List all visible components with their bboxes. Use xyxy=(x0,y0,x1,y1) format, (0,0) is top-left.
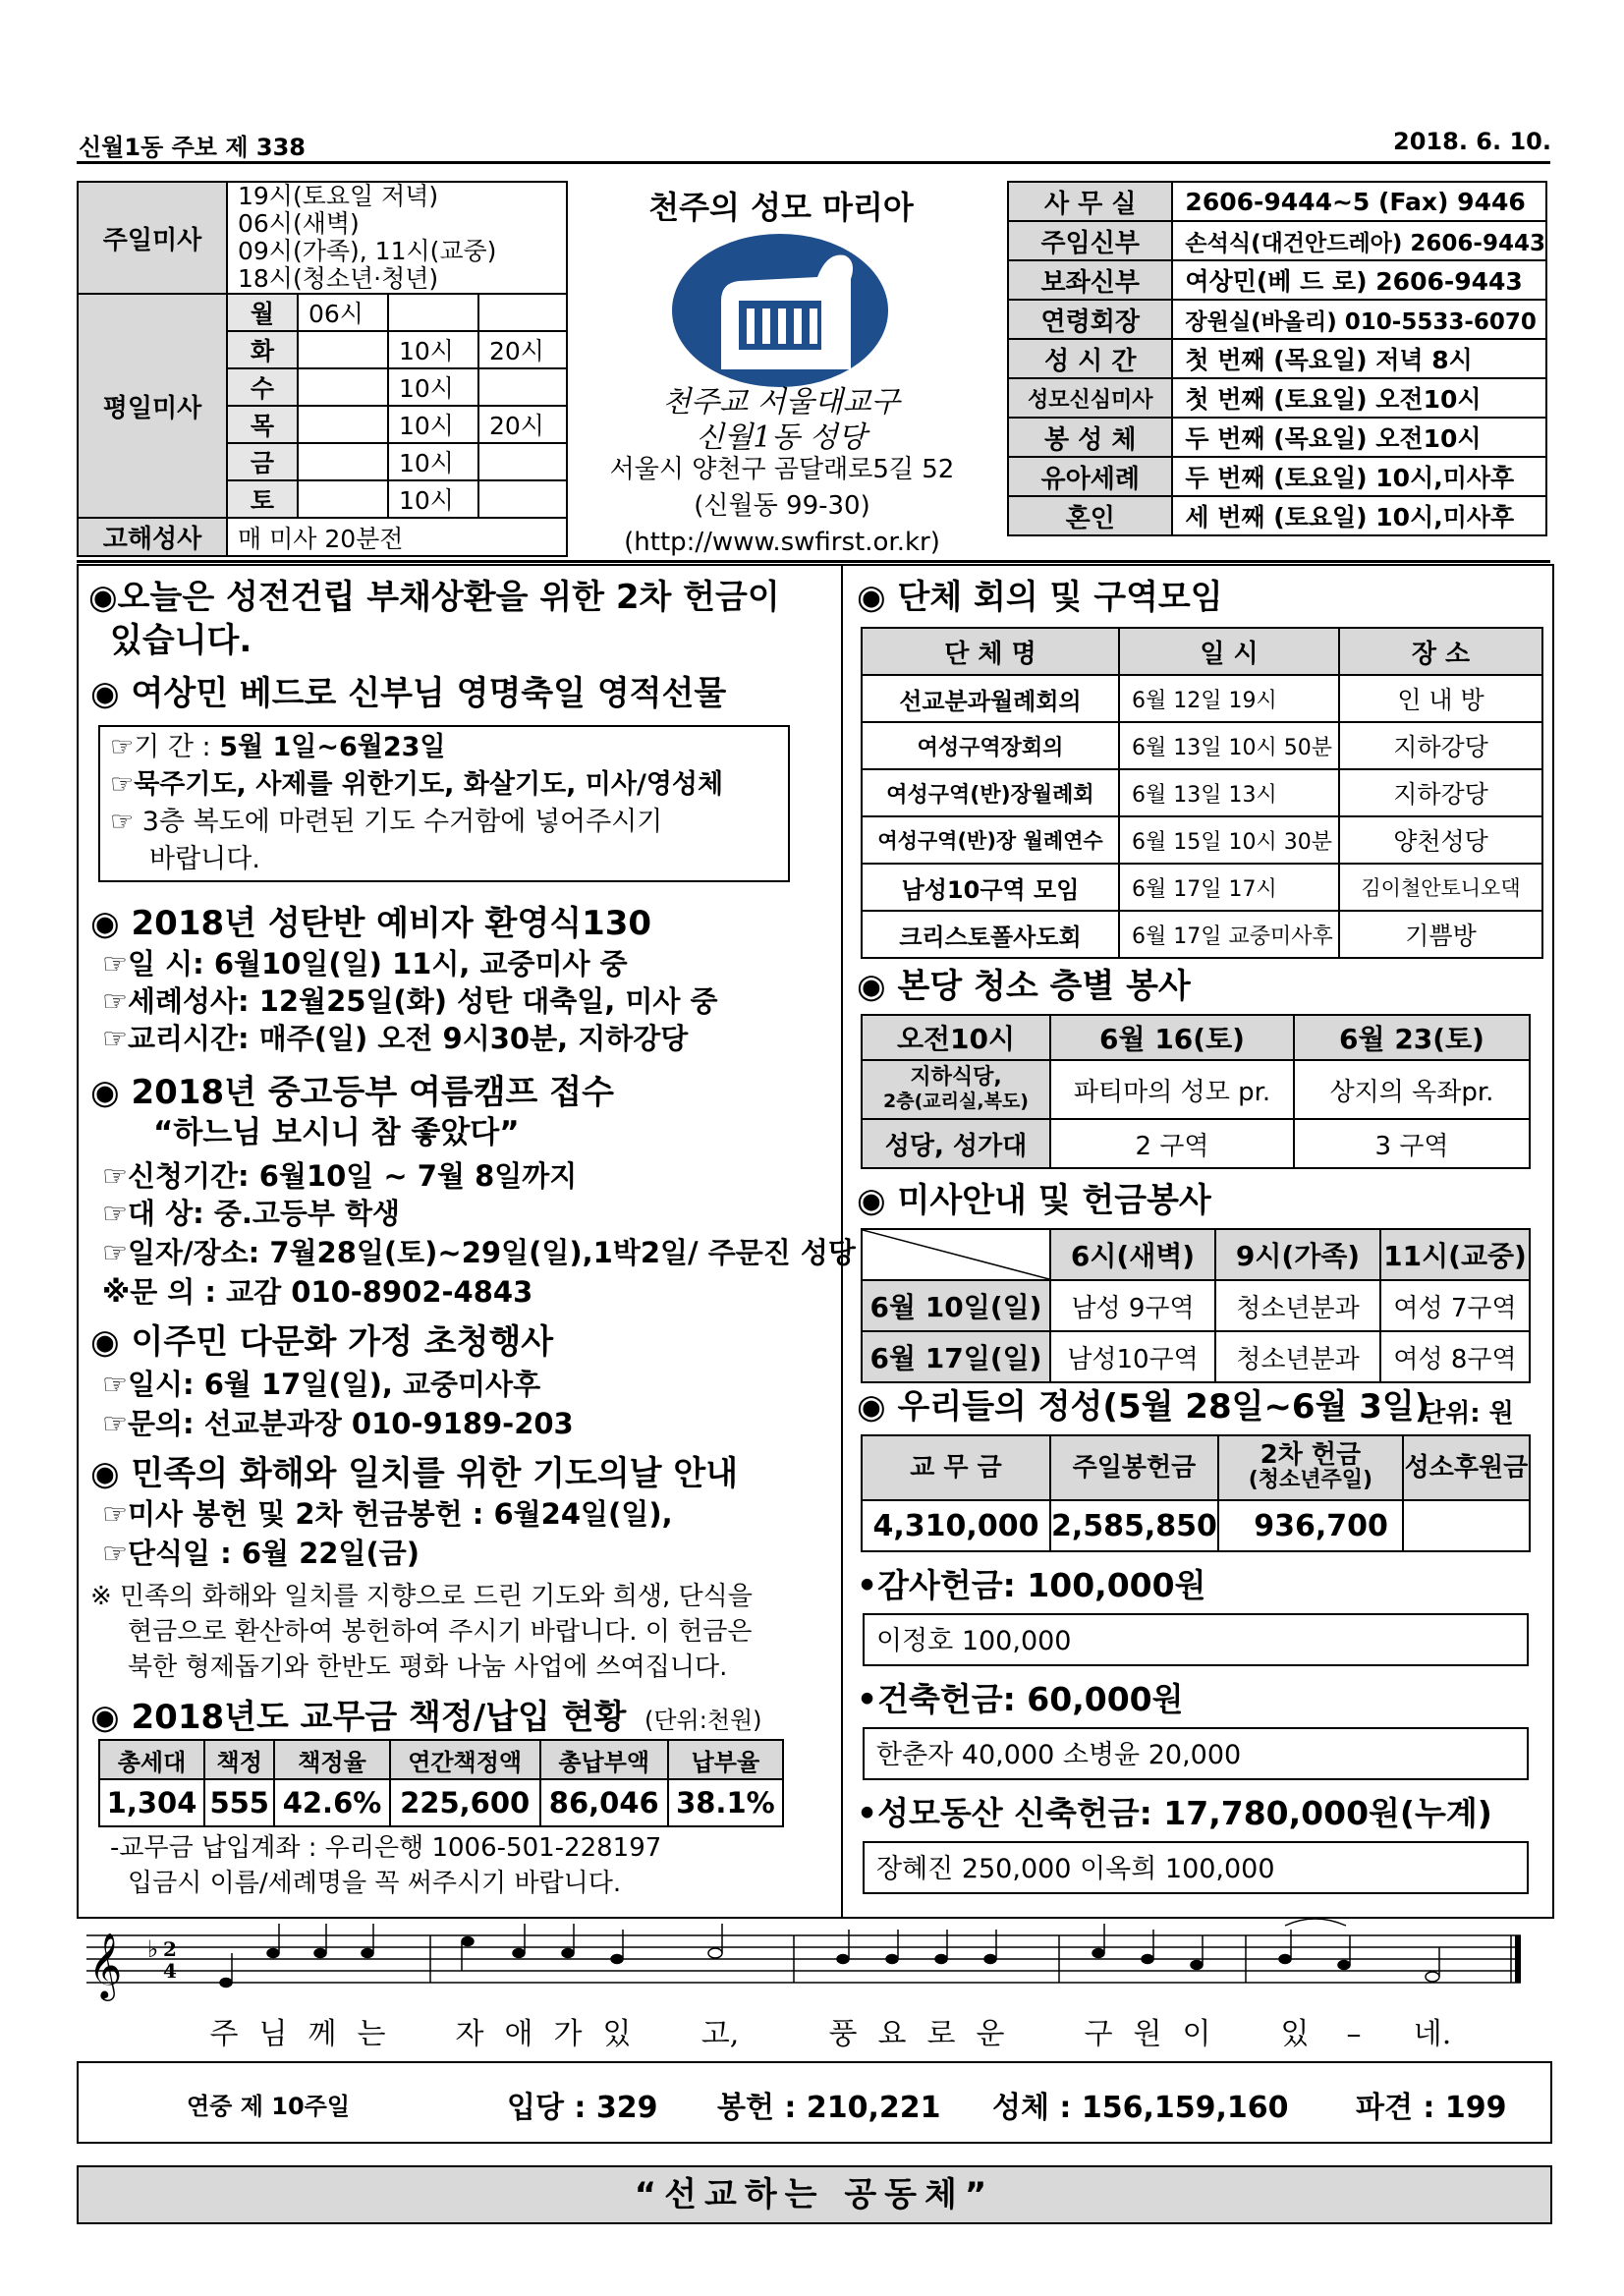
lyric-syllable: 로 xyxy=(926,2017,956,2051)
cleaning-assignee: 상지의 옥좌pr. xyxy=(1294,1060,1530,1119)
hymn-staff xyxy=(77,1916,1550,2063)
lyric-syllable: 운 xyxy=(976,2017,1005,2051)
office-value: 손석식(대건안드레아) 2606-9443 xyxy=(1172,221,1546,260)
weekday-time: 10시 xyxy=(388,368,478,406)
christmas-item: ☞세례성사: 12월25일(화) 성탄 대축일, 미사 중 xyxy=(102,984,718,1018)
office-label: 주임신부 xyxy=(1008,221,1172,260)
camp-theme: “하느님 보시니 참 좋았다” xyxy=(153,1115,520,1150)
weekday-time: 10시 xyxy=(388,331,478,368)
table-row xyxy=(862,1119,1530,1168)
migrant-item: ☞일시: 6월 17일(일), 교중미사후 xyxy=(102,1368,541,1401)
confession-value: 매 미사 20분전 xyxy=(227,518,567,556)
group-time: 6월 15일 10시 30분 xyxy=(1119,816,1339,864)
tithe-header: 책정 xyxy=(204,1740,274,1779)
weekday-time xyxy=(478,368,567,406)
cleaning-header: 6월 16(토) xyxy=(1050,1015,1294,1060)
website-link[interactable]: (http://www.swfirst.or.kr) xyxy=(624,528,940,557)
weekday-time xyxy=(478,443,567,480)
dismissal-count: 파견 : 199 xyxy=(1356,2091,1507,2125)
group-header: 일 시 xyxy=(1119,628,1339,675)
cleaning-header: 6월 23(토) xyxy=(1294,1015,1530,1060)
tithe-value: 42.6% xyxy=(274,1779,389,1826)
table-row xyxy=(862,1280,1530,1331)
svg-text:𝄞: 𝄞 xyxy=(88,1932,123,1998)
unity-item: ☞미사 봉헌 및 2차 헌금봉헌 : 6월24일(일), xyxy=(102,1497,673,1531)
section-offering-report: ◉ 우리들의 정성(5월 28일~6월 3일) xyxy=(857,1387,1430,1427)
group-name: 여성구역(반)장월례회 xyxy=(862,769,1119,816)
church-title: 천주의 성모 마리아 xyxy=(648,189,914,226)
sunday-time-2: 06시(새벽) xyxy=(227,210,567,238)
spiritual-period-label: ☞기 간 : xyxy=(110,732,220,762)
church-address xyxy=(588,452,977,561)
cleaning-assignee: 파티마의 성모 pr. xyxy=(1050,1060,1294,1119)
table-row xyxy=(862,1331,1530,1382)
sunday-time-1: 19시(토요일 저녁) xyxy=(227,182,567,210)
unity-note: 현금으로 환산하여 봉헌하여 주시기 바랍니다. 이 헌금은 xyxy=(128,1617,753,1647)
mass-group: 여성 7구역 xyxy=(1380,1280,1530,1331)
offering-header: 주일봉헌금 xyxy=(1050,1435,1218,1500)
mass-group: 남성10구역 xyxy=(1050,1331,1215,1382)
camp-contact: ※문 의 : 교감 010-8902-4843 xyxy=(102,1275,533,1309)
group-name: 선교분과월례회의 xyxy=(862,675,1119,722)
offering-header: 교 무 금 xyxy=(862,1435,1050,1500)
office-value: 장원실(바올리) 010-5533-6070 xyxy=(1172,300,1546,339)
lyric-syllable: 고, xyxy=(700,2017,740,2051)
table-row xyxy=(862,675,1542,722)
building-offering-title: •건축헌금: 60,000원 xyxy=(857,1680,1184,1718)
notice-second-collection: ◉오늘은 성전건립 부채상환을 위한 2차 헌금이 xyxy=(88,578,780,617)
lyric-syllable: 님 xyxy=(258,2017,288,2051)
lyric-syllable: 자 xyxy=(455,2017,484,2051)
lyric-syllable: 네. xyxy=(1413,2017,1452,2051)
liturgical-week: 연중 제 10주일 xyxy=(187,2093,351,2120)
office-value: 세 번째 (토요일) 10시,미사후 xyxy=(1172,496,1546,535)
section-spiritual-gift: ◉ 여상민 베드로 신부님 영명축일 영적선물 xyxy=(90,674,727,713)
office-label: 성 시 간 xyxy=(1008,339,1172,378)
address-line: 서울시 양천구 곰달래로5길 52 xyxy=(609,455,955,484)
tithe-value: 225,600 xyxy=(390,1779,540,1826)
group-meeting-table xyxy=(861,627,1543,959)
group-header: 장 소 xyxy=(1339,628,1542,675)
weekday-time: 06시 xyxy=(298,294,388,331)
lyric-syllable: 주 xyxy=(209,2017,239,2051)
offering-header xyxy=(1218,1435,1403,1500)
section-migrant-event: ◉ 이주민 다문화 가정 초청행사 xyxy=(90,1322,554,1362)
group-time: 6월 17일 17시 xyxy=(1119,864,1339,911)
camp-item: ☞신청기간: 6월10일 ~ 7월 8일까지 xyxy=(102,1159,578,1193)
spiritual-note: ☞ 3층 복도에 마련된 기도 수거함에 넣어주시기 xyxy=(110,807,663,837)
weekday-time xyxy=(298,406,388,443)
cleaning-table xyxy=(861,1014,1531,1169)
spiritual-items: ☞묵주기도, 사제를 위한기도, 화살기도, 미사/영성체 xyxy=(110,769,724,800)
weekday-time xyxy=(298,480,388,518)
unity-note: ※ 민족의 화해와 일치를 지향으로 드린 기도와 희생, 단식을 xyxy=(90,1582,753,1611)
lyric-syllable: 구 xyxy=(1084,2017,1113,2051)
tithe-value: 38.1% xyxy=(668,1779,783,1826)
group-place: 지하강당 xyxy=(1339,722,1542,769)
cleaning-area: 성당, 성가대 xyxy=(862,1119,1050,1168)
offering-value: 4,310,000 xyxy=(862,1500,1050,1551)
mass-group: 여성 8구역 xyxy=(1380,1331,1530,1382)
parish-line-1: 천주교 서울대교구 xyxy=(662,385,900,420)
section-group-meetings: ◉ 단체 회의 및 구역모임 xyxy=(857,578,1223,617)
group-name: 남성10구역 모임 xyxy=(862,864,1119,911)
parish-line-2: 신월1동 성당 xyxy=(696,420,867,455)
office-label: 혼인 xyxy=(1008,496,1172,535)
weekday-tue: 화 xyxy=(227,331,298,368)
notice-second-collection-cont: 있습니다. xyxy=(110,621,252,660)
weekday-time xyxy=(298,368,388,406)
cleaning-assignee: 3 구역 xyxy=(1294,1119,1530,1168)
sunday-mass-label: 주일미사 xyxy=(78,182,227,294)
section-unity-prayer: ◉ 민족의 화해와 일치를 위한 기도의날 안내 xyxy=(90,1454,739,1493)
section-mass-offering: ◉ 미사안내 및 헌금봉사 xyxy=(857,1181,1211,1220)
group-place: 지하강당 xyxy=(1339,769,1542,816)
mass-date: 6월 10일(일) xyxy=(862,1280,1050,1331)
lyric-syllable: 애 xyxy=(504,2017,533,2051)
tithe-value: 1,304 xyxy=(99,1779,204,1826)
lyric-syllable: 께 xyxy=(308,2017,337,2051)
parish-name xyxy=(619,385,943,456)
office-label: 유아세례 xyxy=(1008,457,1172,496)
offering-table xyxy=(861,1434,1531,1552)
weekday-time xyxy=(298,331,388,368)
lyric-syllable: 있 xyxy=(602,2017,632,2051)
weekday-time: 10시 xyxy=(388,406,478,443)
unity-item: ☞단식일 : 6월 22일(금) xyxy=(102,1537,420,1570)
thanks-offering-list: 이정호 100,000 xyxy=(863,1613,1529,1666)
mass-group: 청소년분과 xyxy=(1215,1331,1380,1382)
tithe-status-table xyxy=(98,1739,784,1827)
office-info-table xyxy=(1007,181,1547,536)
lyric-syllable: 이 xyxy=(1182,2017,1211,2051)
christmas-item: ☞일 시: 6월10일(일) 11시, 교중미사 중 xyxy=(102,947,628,980)
group-time: 6월 17일 교중미사후 xyxy=(1119,911,1339,958)
mass-header: 6시(새벽) xyxy=(1050,1229,1215,1280)
office-label: 봉 성 체 xyxy=(1008,418,1172,457)
weekday-time xyxy=(478,480,567,518)
weekday-mon: 월 xyxy=(227,294,298,331)
cleaning-area-line: 2층(교리실,복도) xyxy=(883,1091,1029,1112)
cleaning-area xyxy=(862,1060,1050,1119)
section-cleaning: ◉ 본당 청소 층별 봉사 xyxy=(857,967,1191,1006)
weekday-time: 10시 xyxy=(388,480,478,518)
tithe-header: 연간책정액 xyxy=(390,1740,540,1779)
cleaning-assignee: 2 구역 xyxy=(1050,1119,1294,1168)
group-name: 크리스토폴사도회 xyxy=(862,911,1119,958)
group-time: 6월 13일 13시 xyxy=(1119,769,1339,816)
group-time: 6월 13일 10시 50분 xyxy=(1119,722,1339,769)
office-value: 2606-9444~5 (Fax) 9446 xyxy=(1172,182,1546,221)
address-line: (신월동 99-30) xyxy=(694,491,870,521)
svg-text:♭: ♭ xyxy=(147,1935,159,1963)
group-place: 기쁨방 xyxy=(1339,911,1542,958)
section-christmas-class: ◉ 2018년 성탄반 예비자 환영식130 xyxy=(90,904,652,943)
camp-item: ☞일자/장소: 7월28일(토)~29일(일),1박2일/ 주문진 성당 xyxy=(102,1236,856,1269)
svg-text:4: 4 xyxy=(163,1959,177,1983)
group-place: 양천성당 xyxy=(1339,816,1542,864)
mass-schedule-table xyxy=(77,181,568,557)
svg-text:2: 2 xyxy=(163,1937,177,1961)
tithe-header: 총납부액 xyxy=(540,1740,668,1779)
cleaning-header: 오전10시 xyxy=(862,1015,1050,1060)
weekday-mass-label: 평일미사 xyxy=(78,294,227,518)
offering-value: 2,585,850 xyxy=(1050,1500,1218,1551)
mass-header: 9시(가족) xyxy=(1215,1229,1380,1280)
section-tithe-status: ◉ 2018년도 교무금 책정/납입 현황 xyxy=(90,1698,627,1737)
office-label: 성모신심미사 xyxy=(1008,378,1172,418)
christmas-item: ☞교리시간: 매주(일) 오전 9시30분, 지하강당 xyxy=(102,1022,689,1055)
thanks-offering-title: •감사헌금: 100,000원 xyxy=(857,1566,1206,1604)
mary-garden-offering-title: •성모동산 신축헌금: 17,780,000원(누계) xyxy=(857,1794,1492,1832)
spiritual-period-value: 5월 1일~6월23일 xyxy=(219,732,446,762)
table-row xyxy=(862,722,1542,769)
diagonal-cell xyxy=(862,1229,1050,1280)
unity-note: 북한 형제돕기와 한반도 평화 나눔 사업에 쓰여집니다. xyxy=(128,1652,728,1682)
diagonal-line-icon xyxy=(863,1230,1049,1279)
weekday-time: 10시 xyxy=(388,443,478,480)
cleaning-area-line: 지하식당, xyxy=(910,1065,1002,1090)
mary-garden-offering-list: 장혜진 250,000 이옥희 100,000 xyxy=(863,1841,1529,1894)
office-value: 두 번째 (토요일) 10시,미사후 xyxy=(1172,457,1546,496)
building-offering-list: 한춘자 40,000 소병윤 20,000 xyxy=(863,1727,1529,1780)
spiritual-period xyxy=(110,729,446,766)
tithe-header: 납부율 xyxy=(668,1740,783,1779)
office-label: 사 무 실 xyxy=(1008,182,1172,221)
section-summer-camp: ◉ 2018년 중고등부 여름캠프 접수 xyxy=(90,1073,614,1112)
weekday-fri: 금 xyxy=(227,443,298,480)
group-time: 6월 12일 19시 xyxy=(1119,675,1339,722)
tithe-header: 책정율 xyxy=(274,1740,389,1779)
offering-header-line: (청소년주일) xyxy=(1248,1468,1373,1492)
camp-item: ☞대 상: 중.고등부 학생 xyxy=(102,1197,401,1230)
section-divider xyxy=(77,560,1550,563)
mass-offering-table xyxy=(861,1228,1531,1383)
offering-unit: 단위: 원 xyxy=(1421,1399,1514,1428)
lyric-syllable: 원 xyxy=(1133,2017,1162,2051)
group-name: 여성구역(반)장 월례연수 xyxy=(862,816,1119,864)
offering-header-line: 2차 헌금 xyxy=(1260,1440,1362,1470)
tithe-value: 86,046 xyxy=(540,1779,668,1826)
lyric-syllable: 있 xyxy=(1280,2017,1310,2051)
mass-group: 청소년분과 xyxy=(1215,1280,1380,1331)
lyric-syllable: 풍 xyxy=(828,2017,858,2051)
table-row xyxy=(862,1060,1530,1119)
sunday-time-4: 18시(청소년·청년) xyxy=(227,265,567,294)
header-divider xyxy=(77,161,1550,164)
offering-count: 봉헌 : 210,221 xyxy=(717,2091,941,2125)
weekday-sat: 토 xyxy=(227,480,298,518)
tithe-header: 총세대 xyxy=(99,1740,204,1779)
office-label: 보좌신부 xyxy=(1008,260,1172,300)
table-row xyxy=(862,816,1542,864)
spiritual-note-cont: 바랍니다. xyxy=(149,844,260,874)
group-place: 인 내 방 xyxy=(1339,675,1542,722)
offering-header: 성소후원금 xyxy=(1403,1435,1530,1500)
table-row xyxy=(862,911,1542,958)
sunday-time-3: 09시(가족), 11시(교중) xyxy=(227,238,567,265)
table-row xyxy=(862,769,1542,816)
tithe-account-note: 입금시 이름/세례명을 꼭 써주시기 바랍니다. xyxy=(128,1869,622,1898)
weekly-stats-box xyxy=(77,2061,1552,2144)
parish-slogan: “선교하는 공동체” xyxy=(77,2165,1552,2224)
communion-count: 성체 : 156,159,160 xyxy=(992,2091,1289,2125)
lyric-syllable: 요 xyxy=(877,2017,907,2051)
confession-label: 고해성사 xyxy=(78,518,227,556)
table-row xyxy=(862,864,1542,911)
bulletin-date: 2018. 6. 10. xyxy=(1393,128,1551,155)
weekday-time: 20시 xyxy=(478,331,567,368)
office-label: 연령회장 xyxy=(1008,300,1172,339)
tithe-value: 555 xyxy=(204,1779,274,1826)
lyric-syllable: 가 xyxy=(553,2017,583,2051)
bulletin-issue: 신월1동 주보 제 338 xyxy=(79,134,306,161)
weekday-thu: 목 xyxy=(227,406,298,443)
office-value: 첫 번째 (토요일) 오전10시 xyxy=(1172,378,1546,418)
tithe-unit: (단위:천원) xyxy=(644,1707,762,1734)
weekday-time xyxy=(388,294,478,331)
group-name: 여성구역장회의 xyxy=(862,722,1119,769)
group-place: 김이철안토니오댁 xyxy=(1339,864,1542,911)
lyric-syllable: 는 xyxy=(357,2017,386,2051)
offering-value xyxy=(1403,1500,1530,1551)
offering-value: 936,700 xyxy=(1218,1500,1403,1551)
mass-header: 11시(교중) xyxy=(1380,1229,1530,1280)
weekday-time xyxy=(298,443,388,480)
lyric-syllable: – xyxy=(1346,2017,1362,2051)
attendance-count: 입당 : 329 xyxy=(507,2091,658,2125)
mass-group: 남성 9구역 xyxy=(1050,1280,1215,1331)
office-value: 여상민(베 드 로) 2606-9443 xyxy=(1172,260,1546,300)
weekday-time xyxy=(478,294,567,331)
group-header: 단 체 명 xyxy=(862,628,1119,675)
mass-date: 6월 17일(일) xyxy=(862,1331,1050,1382)
migrant-item: ☞문의: 선교분과장 010-9189-203 xyxy=(102,1407,574,1440)
weekday-row xyxy=(78,294,567,331)
weekday-wed: 수 xyxy=(227,368,298,406)
office-value: 첫 번째 (목요일) 저녁 8시 xyxy=(1172,339,1546,378)
weekday-time: 20시 xyxy=(478,406,567,443)
tithe-account: -교무금 납입계좌 : 우리은행 1006-501-228197 xyxy=(110,1833,662,1863)
office-value: 두 번째 (목요일) 오전10시 xyxy=(1172,418,1546,457)
